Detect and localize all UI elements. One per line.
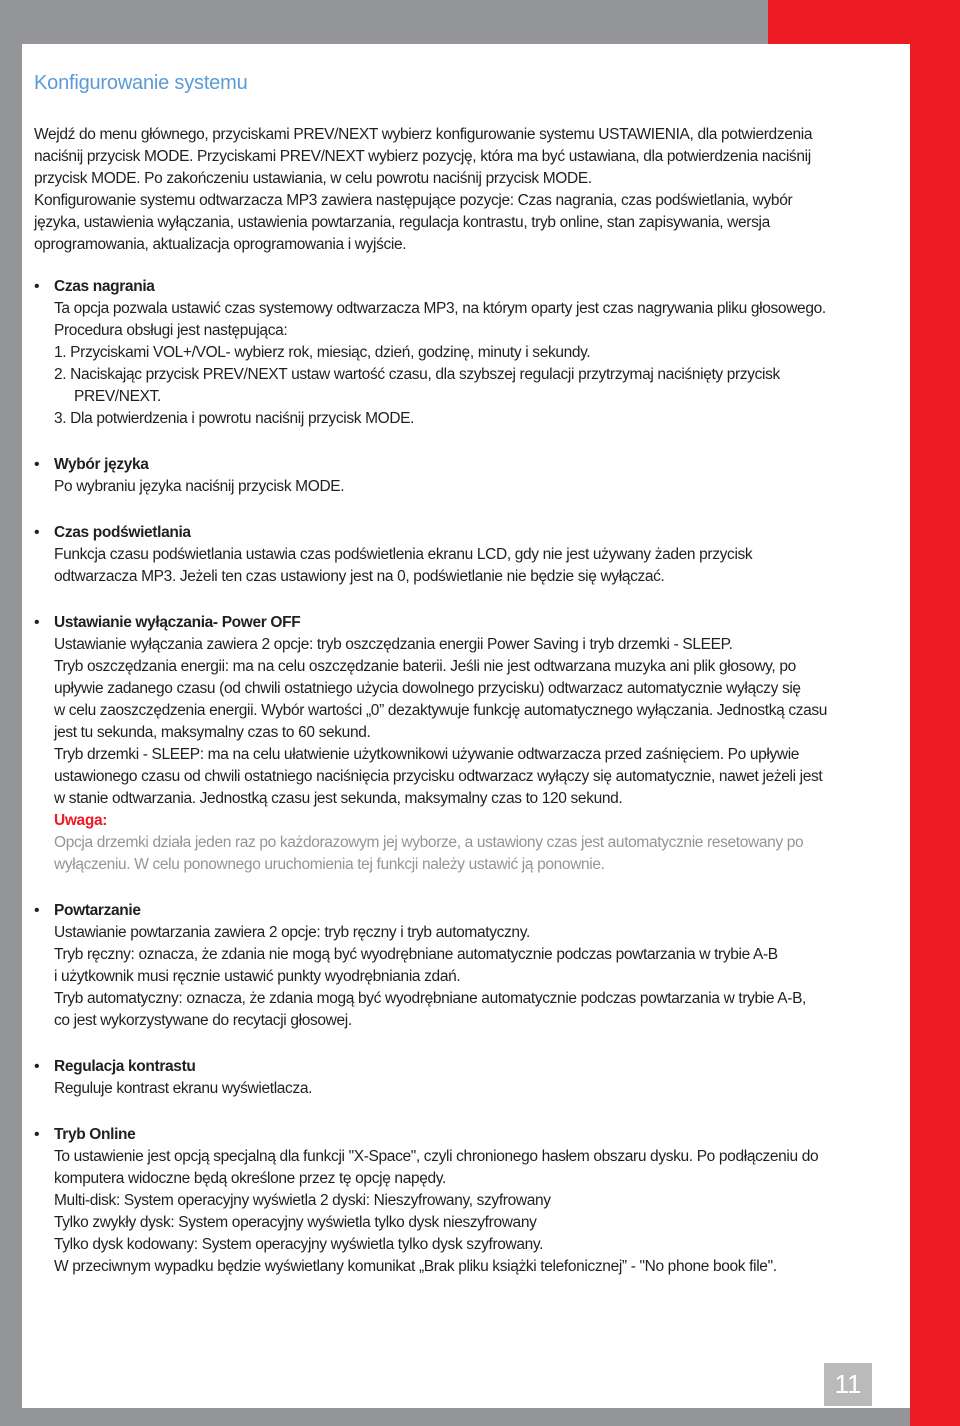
section-line: jest tu sekunda, maksymalny czas to 60 sekund. [54, 724, 371, 741]
intro-paragraph [34, 124, 884, 256]
bullet-icon: • [34, 614, 40, 631]
section-line: Tylko zwykły dysk: System operacyjny wyświetla tylko dysk nieszyfrowany [54, 1214, 537, 1231]
section-tryb-online [34, 1124, 884, 1278]
section-heading: Wybór języka [54, 456, 149, 473]
frame-bottom [0, 1408, 960, 1426]
frame-top [0, 0, 768, 44]
section-heading: Tryb Online [54, 1126, 136, 1143]
section-line: Multi-disk: System operacyjny wyświetla 2 dyski: Nieszyfrowany, szyfrowany [54, 1192, 551, 1209]
section-line: w celu zaoszczędzenia energii. Wybór wartości „0” dezaktywuje funkcję automatycznego wyłączania. Jednostką czasu [54, 702, 828, 719]
section-line: Ta opcja pozwala ustawić czas systemowy odtwarzacza MP3, na którym oparty jest czas nagrywania pliku głosowego. [54, 300, 826, 317]
bullet-icon: • [34, 456, 40, 473]
section-line: Tylko dysk kodowany: System operacyjny wyświetla tylko dysk szyfrowany. [54, 1236, 544, 1253]
page-title: Konfigurowanie systemu [34, 72, 248, 94]
section-line: komputera widoczne będą określone przez tę opcję napędy. [54, 1170, 446, 1187]
intro-line: języka, ustawienia wyłączania, ustawienia powtarzania, regulacja kontrastu, tryb online, stan zapisywania, wersja [34, 214, 770, 231]
section-czas-nagrania [34, 276, 884, 430]
intro-line: Wejdź do menu głównego, przyciskami PREV/NEXT wybierz konfigurowanie systemu USTAWIENIA, dla potwierdzenia [34, 126, 813, 143]
section-line: w stanie odtwarzania. Jednostką czasu jest sekunda, maksymalny czas to 120 sekund. [54, 790, 623, 807]
section-powtarzanie [34, 900, 884, 1032]
section-heading: Czas podświetlania [54, 524, 191, 541]
section-line: Tryb oszczędzania energii: ma na celu oszczędzanie baterii. Jeśli nie jest odtwarzana muzyka ani plik głosowy, po [54, 658, 796, 675]
note-label: Uwaga: [54, 812, 108, 829]
section-line: 3. Dla potwierdzenia i powrotu naciśnij przycisk MODE. [54, 410, 415, 427]
section-line: co jest wykorzystywane do recytacji głosowej. [54, 1012, 352, 1029]
section-line: W przeciwnym wypadku będzie wyświetlany komunikat „Brak pliku książki telefonicznej” - "No phone book file". [54, 1258, 777, 1275]
section-line: Tryb ręczny: oznacza, że zdania nie mogą być wyodrębniane automatycznie podczas powtarzania w trybie A-B [54, 946, 778, 963]
section-line: Tryb automatyczny: oznacza, że zdania mogą być wyodrębniane automatycznie podczas powtarzania w trybie A-B, [54, 990, 807, 1007]
section-regulacja-kontrastu [34, 1056, 884, 1100]
section-line: odtwarzacza MP3. Jeżeli ten czas ustawiony jest na 0, podświetlanie nie będzie się wyłączać. [54, 568, 665, 585]
section-heading: Czas nagrania [54, 278, 155, 295]
section-czas-podswietlania [34, 522, 884, 588]
section-heading: Powtarzanie [54, 902, 141, 919]
bullet-icon: • [34, 278, 40, 295]
bullet-icon: • [34, 902, 40, 919]
intro-line: Konfigurowanie systemu odtwarzacza MP3 zawiera następujące pozycje: Czas nagrania, czas podświetlania, wybór [34, 192, 793, 209]
frame-left [0, 0, 22, 1426]
intro-line: przycisk MODE. Po zakończeniu ustawiania, w celu powrotu naciśnij przycisk MODE. [34, 170, 592, 187]
section-line: upływie zadanego czasu (od chwili ostatniego użycia dowolnego przycisku) odtwarzacz automatycznie wyłączy się [54, 680, 801, 697]
section-line: Funkcja czasu podświetlania ustawia czas podświetlenia ekranu LCD, gdy nie jest używany żaden przycisk [54, 546, 753, 563]
section-line: i użytkownik musi ręcznie ustawić punkty wyodrębniania zdań. [54, 968, 461, 985]
section-line: To ustawienie jest opcją specjalną dla funkcji "X-Space", czyli chronionego hasłem obszaru dysku. Po podłączeniu do [54, 1148, 819, 1165]
bullet-icon: • [34, 524, 40, 541]
bullet-icon: • [34, 1126, 40, 1143]
bullet-icon: • [34, 1058, 40, 1075]
section-line: Reguluje kontrast ekranu wyświetlacza. [54, 1080, 313, 1097]
section-line: ustawionego czasu od chwili ostatniego naciśnięcia przycisku odtwarzacz wyłączy się automatycznie, nawet jeżeli jest [54, 768, 823, 785]
intro-line: oprogramowania, aktualizacja oprogramowania i wyjście. [34, 236, 407, 253]
section-line: 1. Przyciskami VOL+/VOL- wybierz rok, miesiąc, dzień, godzinę, minuty i sekundy. [54, 344, 591, 361]
intro-line: naciśnij przycisk MODE. Przyciskami PREV/NEXT wybierz pozycję, która ma być ustawiana, dla potwierdzenia naciśnij [34, 148, 811, 165]
note-line: Opcja drzemki działa jeden raz po każdorazowym jej wyborze, a ustawiony czas jest automatycznie resetowany po [54, 834, 804, 851]
red-side-band [910, 0, 960, 1426]
note-line: wyłączeniu. W celu ponownego uruchomienia tej funkcji należy ustawić ją ponownie. [54, 856, 605, 873]
section-line: Ustawianie wyłączania zawiera 2 opcje: tryb oszczędzania energii Power Saving i tryb drzemki - SLEEP. [54, 636, 733, 653]
section-wybor-jezyka [34, 454, 884, 498]
note-block [34, 810, 884, 876]
section-line: Ustawianie powtarzania zawiera 2 opcje: tryb ręczny i tryb automatyczny. [54, 924, 530, 941]
section-line: PREV/NEXT. [74, 388, 161, 405]
section-heading: Ustawianie wyłączania- Power OFF [54, 614, 301, 631]
section-line: Tryb drzemki - SLEEP: ma na celu ułatwienie użytkownikowi używanie odtwarzacza przed zaśnięciem. Po upływie [54, 746, 800, 763]
section-line: 2. Naciskając przycisk PREV/NEXT ustaw wartość czasu, dla szybszej regulacji przytrzymaj naciśnięty przycisk [54, 366, 780, 383]
page-number: 11 [824, 1363, 872, 1406]
document-body [34, 124, 884, 1278]
section-ustawianie-wylaczania [34, 612, 884, 810]
section-line: Procedura obsługi jest następująca: [54, 322, 288, 339]
section-heading: Regulacja kontrastu [54, 1058, 196, 1075]
section-line: Po wybraniu języka naciśnij przycisk MODE. [54, 478, 345, 495]
